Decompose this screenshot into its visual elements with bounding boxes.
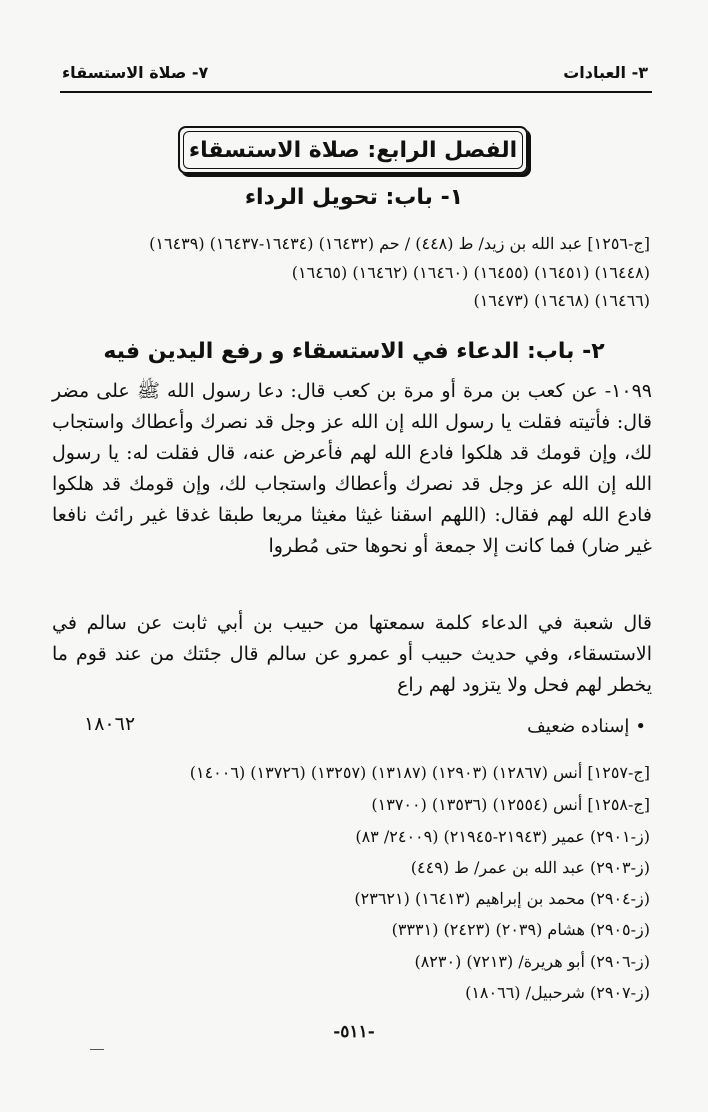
chapter-title-box [178, 126, 528, 174]
isnad-text: إسناده ضعيف [527, 716, 630, 737]
bab2-ref-line: (ز-٢٩٠٦) أبو هريرة/ (٧٢١٣) (٨٢٣٠) [414, 952, 650, 971]
running-header-chapter: ٧- صلاة الاستسقاء [62, 63, 209, 82]
bab1-heading: ١- باب: تحويل الرداء [244, 185, 464, 210]
bullet-icon: • [635, 716, 646, 737]
header-divider [60, 91, 652, 93]
bab2-ref-line: [ج-١٢٥٧] أنس (١٢٨٦٧) (١٢٩٠٣) (١٣١٨٧) (١٣٢٥٧) (١٣٧٢٦) (١٤٠٠٦) [189, 763, 650, 782]
bab2-heading: ٢- باب: الدعاء في الاستسقاء و رفع اليدين فيه [103, 339, 605, 364]
bab2-ref-line: [ج-١٢٥٨] أنس (١٢٥٥٤) (١٣٥٣٦) (١٣٧٠٠) [371, 795, 650, 814]
bab1-ref-line: (١٦٤٤٨) (١٦٤٥١) (١٦٤٥٥) (١٦٤٦٠) (١٦٤٦٢) (١٦٤٦٥) [291, 263, 650, 282]
bab2-ref-line: (ز-٢٩٠٥) هشام (٢٠٣٩) (٢٤٢٣) (٣٣٣١) [391, 920, 650, 939]
isnad-grading [527, 716, 646, 737]
bab2-ref-line: (ز-٢٩٠٤) محمد بن إبراهيم (١٦٤١٣) (٢٣٦٢١) [354, 889, 650, 908]
bab2-ref-line: (ز-٢٩٠١) عمير (٢١٩٤٣-٢١٩٤٥) (٢٤٠٠٩/ ٨٣) [355, 827, 650, 846]
shuba-note: قال شعبة في الدعاء كلمة سمعتها من حبيب بن أبي ثابت عن سالم في الاستسقاء، وفي حديث حبيب أو عمرو عن سالم قال جئتك من عند قوم ما يخطر لهم فحل ولا يتزود لهم راع [52, 612, 652, 696]
bab2-ref-line: (ز-٢٩٠٣) عبد الله بن عمر/ ط (٤٤٩) [410, 858, 650, 877]
bab2-ref-line: (ز-٢٩٠٧) شرحبيل/ (١٨٠٦٦) [465, 983, 650, 1002]
footer-mark [90, 1049, 104, 1050]
hadith-number: ١٨٠٦٢ [84, 713, 136, 735]
page-number: -٥١١- [333, 1022, 375, 1042]
chapter-title: الفصل الرابع: صلاة الاستسقاء [188, 137, 518, 163]
hadith-text: ١٠٩٩- عن كعب بن مرة أو مرة بن كعب قال: دعا رسول الله ﷺ على مضر قال: فأتيته فقلت يا رسول الله إن الله عز وجل قد نصرك وأعطاك واستجاب لك، وإن قومك قد هلكوا فادع الله لهم فأعرض عنه، قال فقلت له: يا رسول الله إن الله عز وجل قد نصرك وأعطاك واستجاب لك، وإن قومك قد هلكوا فادع الله لهم فقال: (اللهم اسقنا غيثا مغيثا مريعا طبقا غدقا غير رائث نافعا غير ضار) فما كانت إلا جمعة أو نحوها حتى مُطروا [52, 380, 652, 557]
bab1-ref-line: [ج-١٢٥٦] عبد الله بن زيد/ ط (٤٤٨) / حم (١٦٤٣٢) (١٦٤٣٤-١٦٤٣٧) (١٦٤٣٩) [149, 234, 650, 253]
running-header-section: ٣- العبادات [563, 63, 648, 82]
bab1-ref-line: (١٦٤٦٦) (١٦٤٦٨) (١٦٤٧٣) [473, 291, 650, 310]
